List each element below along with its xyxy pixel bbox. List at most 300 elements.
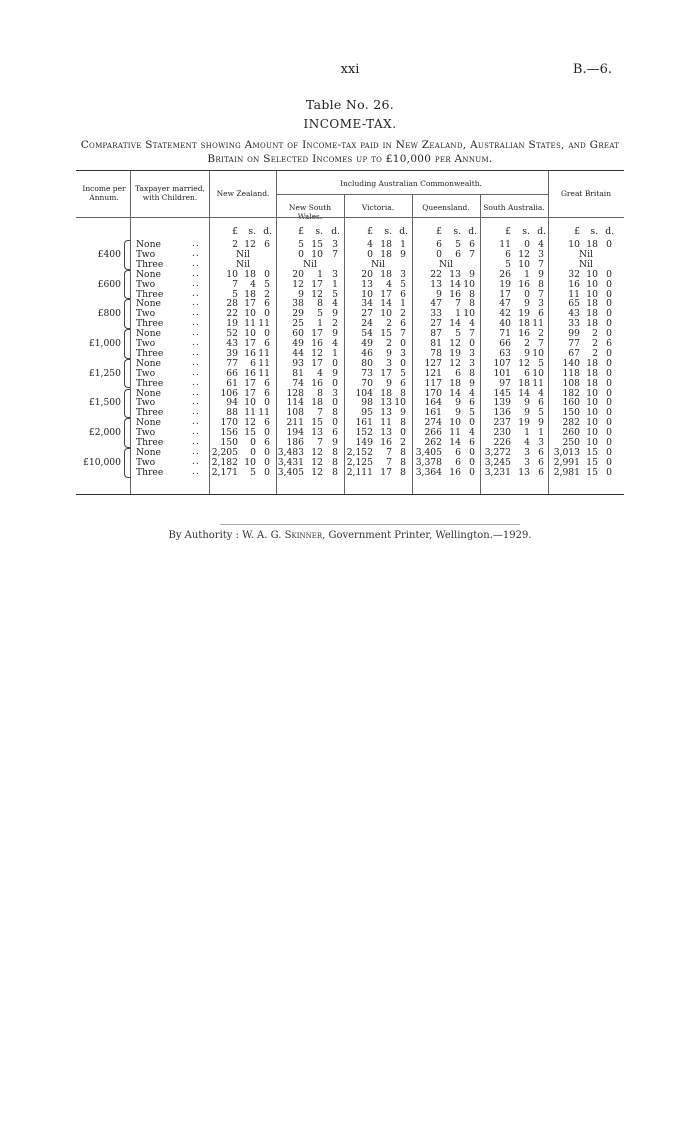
- cell-pence: 0: [606, 456, 612, 468]
- cell-shillings: 9: [524, 397, 530, 409]
- cell-pounds: 52: [226, 328, 238, 340]
- cell-pounds: 108: [286, 407, 304, 419]
- cell-pounds: 22: [430, 268, 442, 280]
- cell-pounds: 88: [226, 407, 238, 419]
- cell-pence: 6: [400, 288, 406, 300]
- cell-pence: 0: [264, 328, 270, 340]
- cell-pence: 6: [469, 437, 475, 448]
- cell-pence: 6: [264, 387, 270, 399]
- cell-shillings: 9: [455, 397, 461, 409]
- cell-pounds: 93: [292, 357, 304, 369]
- cell-pence: 3: [469, 357, 475, 369]
- cell-pence: 0: [606, 387, 612, 399]
- cell-pence: 7: [332, 248, 338, 260]
- cell-nil: Nil: [236, 248, 250, 260]
- cell-pence: 5: [264, 278, 270, 290]
- row-children-label: Three: [136, 288, 164, 300]
- cell-pounds: 3,405: [415, 446, 442, 458]
- cell-pence: 2: [538, 328, 544, 340]
- cell-pounds: 127: [424, 357, 442, 369]
- cell-shillings: 12: [518, 248, 530, 260]
- footer-prefix: By Authority : W. A. G.: [168, 530, 282, 541]
- cell-pence: 0: [606, 268, 612, 280]
- cell-pounds: 211: [286, 417, 304, 429]
- cell-shillings: 0: [524, 239, 530, 250]
- cell-pounds: 6: [436, 239, 442, 250]
- cell-pounds: 3,013: [553, 446, 580, 458]
- cell-pence: 0: [606, 347, 612, 359]
- cell-pence: 6: [264, 239, 270, 250]
- cell-shillings: 17: [244, 387, 256, 399]
- cell-pounds: 2: [232, 239, 238, 250]
- cell-pounds: 182: [562, 387, 580, 399]
- cell-pounds: 40: [499, 318, 511, 330]
- cell-pounds: 117: [424, 377, 442, 389]
- cell-pounds: 2,171: [211, 466, 238, 478]
- row-leader-dots: ..: [192, 347, 200, 358]
- cell-pence: 0: [606, 377, 612, 389]
- cell-pounds: 118: [562, 367, 580, 379]
- table-subject: INCOME-TAX.: [303, 117, 397, 131]
- cell-shillings: 11: [244, 318, 256, 330]
- cell-pence: 4: [332, 338, 338, 349]
- cell-shillings: 1: [455, 308, 461, 320]
- cell-pounds: 16: [568, 278, 580, 290]
- cell-pence: 0: [332, 417, 338, 429]
- row-children-label: Three: [136, 258, 164, 270]
- cell-pence: 0: [606, 466, 612, 478]
- cell-pounds: 161: [424, 407, 442, 419]
- row-leader-dots: ..: [192, 278, 200, 289]
- cell-pounds: 262: [424, 437, 442, 448]
- cell-shillings: 8: [317, 298, 323, 310]
- cell-pounds: 19: [499, 278, 511, 290]
- header-nsw: New South Wales.: [288, 203, 332, 221]
- cell-pounds: 22: [226, 308, 238, 320]
- cell-pence: 3: [469, 347, 475, 359]
- footer-suffix: , Government Printer, Wellington.—1929.: [322, 530, 532, 541]
- cell-pounds: 12: [292, 278, 304, 290]
- cell-shillings: 18: [244, 288, 256, 300]
- col-divider: [548, 171, 549, 494]
- unit-pounds: £: [436, 226, 442, 237]
- table-bottom-rule: [76, 494, 624, 495]
- cell-pence: 0: [332, 357, 338, 369]
- row-leader-dots: ..: [192, 437, 200, 447]
- cell-pence: 0: [400, 357, 406, 369]
- header-income: Income per Annum.: [82, 184, 126, 202]
- cell-pounds: 47: [430, 298, 442, 310]
- row-leader-dots: ..: [192, 446, 200, 457]
- unit-shillings: s.: [248, 226, 256, 237]
- cell-shillings: 18: [518, 377, 530, 389]
- cell-shillings: 18: [586, 357, 598, 369]
- unit-pounds: £: [505, 226, 511, 237]
- cell-pounds: 3,378: [415, 456, 442, 468]
- cell-shillings: 18: [380, 248, 392, 260]
- cell-shillings: 16: [244, 367, 256, 379]
- cell-pounds: 77: [568, 338, 580, 349]
- cell-pence: 0: [400, 427, 406, 439]
- cell-shillings: 18: [586, 308, 598, 320]
- cell-pence: 3: [538, 248, 544, 260]
- row-leader-dots: ..: [192, 288, 200, 299]
- cell-pence: 8: [469, 298, 475, 310]
- header-great-britain: Great Britain: [560, 189, 612, 198]
- row-children-label: Three: [136, 377, 164, 389]
- row-leader-dots: ..: [192, 298, 200, 309]
- cell-pence: 1: [332, 278, 338, 290]
- cell-shillings: 10: [586, 278, 598, 290]
- cell-pence: 9: [469, 268, 475, 280]
- cell-shillings: 19: [518, 308, 530, 320]
- cell-pence: 3: [538, 437, 544, 448]
- cell-pence: 9: [332, 308, 338, 320]
- cell-pence: 7: [469, 248, 475, 260]
- cell-pounds: 10: [568, 239, 580, 250]
- row-children-label: Two: [136, 427, 156, 439]
- header-bottom-rule: [76, 217, 624, 218]
- cell-pence: 5: [400, 367, 406, 379]
- cell-pence: 0: [264, 466, 270, 478]
- cell-pounds: 152: [355, 427, 373, 439]
- row-children-label: Two: [136, 248, 156, 260]
- income-brace: [124, 329, 130, 359]
- page-number: xxi: [340, 62, 360, 77]
- cell-pounds: 39: [226, 347, 238, 359]
- cell-shillings: 10: [586, 397, 598, 409]
- cell-shillings: 11: [380, 417, 392, 429]
- cell-shillings: 7: [317, 437, 323, 448]
- cell-shillings: 15: [380, 328, 392, 340]
- cell-shillings: 16: [518, 278, 530, 290]
- cell-pounds: 107: [493, 357, 511, 369]
- cell-pence: 3: [332, 268, 338, 280]
- cell-pounds: 20: [361, 268, 373, 280]
- cell-pounds: 121: [424, 367, 442, 379]
- cell-shillings: 6: [455, 248, 461, 260]
- cell-pence: 4: [469, 427, 475, 439]
- cell-shillings: 17: [380, 466, 392, 478]
- cell-pence: 10: [532, 367, 544, 379]
- cell-shillings: 17: [311, 278, 323, 290]
- cell-pounds: 128: [286, 387, 304, 399]
- cell-pence: 3: [332, 387, 338, 399]
- cell-pounds: 24: [361, 318, 373, 330]
- cell-pence: 0: [606, 397, 612, 409]
- unit-shillings: s.: [315, 226, 323, 237]
- cell-pence: 3: [400, 347, 406, 359]
- cell-shillings: 7: [455, 298, 461, 310]
- cell-shillings: 6: [455, 446, 461, 458]
- cell-shillings: 10: [449, 417, 461, 429]
- row-leader-dots: ..: [192, 387, 200, 398]
- row-children-label: None: [136, 417, 161, 429]
- row-children-label: None: [136, 268, 161, 280]
- row-leader-dots: ..: [192, 417, 200, 428]
- cell-pence: 11: [258, 407, 270, 419]
- cell-pounds: 2,182: [211, 456, 238, 468]
- row-children-label: Two: [136, 338, 156, 349]
- row-leader-dots: ..: [192, 407, 200, 418]
- cell-shillings: 3: [386, 357, 392, 369]
- header-australian-group: Including Australian Commonwealth.: [340, 179, 482, 188]
- row-children-label: None: [136, 328, 161, 340]
- cell-shillings: 9: [524, 407, 530, 419]
- income-label: £400: [97, 248, 121, 260]
- income-brace: [124, 240, 130, 270]
- cell-pence: 0: [606, 357, 612, 369]
- row-leader-dots: ..: [192, 456, 200, 467]
- cell-pence: 0: [606, 407, 612, 419]
- cell-pounds: 7: [232, 278, 238, 290]
- cell-pence: 8: [332, 407, 338, 419]
- row-children-label: Two: [136, 456, 156, 468]
- cell-shillings: 15: [586, 466, 598, 478]
- unit-shillings: s.: [453, 226, 461, 237]
- cell-pence: 9: [400, 407, 406, 419]
- cell-pence: 4: [538, 387, 544, 399]
- header-victoria: Victoria.: [361, 203, 395, 212]
- cell-pence: 0: [606, 417, 612, 429]
- cell-shillings: 11: [449, 427, 461, 439]
- cell-pounds: 145: [493, 387, 511, 399]
- document-code: B.—6.: [572, 62, 612, 77]
- cell-pounds: 6: [505, 248, 511, 260]
- cell-pence: 10: [463, 278, 475, 290]
- cell-pounds: 2,981: [553, 466, 580, 478]
- cell-pence: 0: [332, 397, 338, 409]
- cell-pounds: 38: [292, 298, 304, 310]
- cell-shillings: 7: [386, 456, 392, 468]
- cell-shillings: 16: [311, 377, 323, 389]
- cell-shillings: 12: [311, 347, 323, 359]
- cell-pence: 8: [538, 278, 544, 290]
- cell-pence: 2: [400, 437, 406, 448]
- cell-shillings: 19: [518, 417, 530, 429]
- income-brace: [124, 299, 130, 329]
- cell-shillings: 14: [380, 298, 392, 310]
- cell-pence: 0: [606, 308, 612, 320]
- cell-pence: 9: [332, 367, 338, 379]
- cell-shillings: 5: [317, 308, 323, 320]
- row-children-label: None: [136, 387, 161, 399]
- cell-pounds: 20: [292, 268, 304, 280]
- unit-pence: d.: [331, 226, 340, 237]
- cell-pence: 5: [538, 407, 544, 419]
- cell-shillings: 9: [386, 347, 392, 359]
- unit-pence: d.: [399, 226, 408, 237]
- income-label: £600: [97, 278, 121, 290]
- cell-shillings: 4: [524, 437, 530, 448]
- cell-pence: 7: [538, 258, 544, 270]
- cell-pounds: 2,125: [346, 456, 373, 468]
- cell-pounds: 49: [361, 338, 373, 349]
- cell-pounds: 97: [499, 377, 511, 389]
- cell-pounds: 60: [292, 328, 304, 340]
- cell-pounds: 164: [424, 397, 442, 409]
- cell-pence: 7: [469, 328, 475, 340]
- cell-shillings: 12: [244, 417, 256, 429]
- cell-pounds: 114: [286, 397, 304, 409]
- cell-pounds: 0: [367, 248, 373, 260]
- cell-shillings: 14: [449, 318, 461, 330]
- cell-shillings: 13: [380, 397, 392, 409]
- cell-shillings: 5: [455, 239, 461, 250]
- cell-shillings: 14: [518, 387, 530, 399]
- income-brace: [124, 389, 130, 419]
- cell-shillings: 2: [386, 318, 392, 330]
- cell-shillings: 17: [311, 328, 323, 340]
- cell-pounds: 10: [361, 288, 373, 300]
- cell-shillings: 16: [518, 328, 530, 340]
- unit-pounds: £: [574, 226, 580, 237]
- cell-pence: 8: [332, 466, 338, 478]
- cell-pounds: 3,405: [277, 466, 304, 478]
- cell-pounds: 194: [286, 427, 304, 439]
- cell-pounds: 49: [292, 338, 304, 349]
- income-label: £1,000: [88, 338, 121, 349]
- cell-pence: 6: [538, 466, 544, 478]
- cell-pounds: 67: [568, 347, 580, 359]
- row-children-label: None: [136, 239, 161, 250]
- row-leader-dots: ..: [192, 318, 200, 329]
- row-leader-dots: ..: [192, 268, 200, 279]
- cell-shillings: 2: [524, 338, 530, 349]
- cell-pence: 9: [400, 248, 406, 260]
- unit-pence: d.: [605, 226, 614, 237]
- cell-pounds: 104: [355, 387, 373, 399]
- cell-pence: 6: [538, 456, 544, 468]
- cell-pence: 6: [264, 417, 270, 429]
- row-children-label: Two: [136, 308, 156, 320]
- income-brace: [124, 359, 130, 389]
- table-top-rule: [76, 170, 624, 171]
- cell-shillings: 0: [524, 288, 530, 300]
- cell-shillings: 10: [311, 248, 323, 260]
- cell-shillings: 16: [449, 466, 461, 478]
- cell-pence: 8: [332, 456, 338, 468]
- cell-pounds: 98: [361, 397, 373, 409]
- row-leader-dots: ..: [192, 427, 200, 438]
- cell-pence: 0: [264, 427, 270, 439]
- cell-pence: 6: [264, 338, 270, 349]
- cell-pence: 0: [606, 288, 612, 300]
- cell-pence: 11: [532, 318, 544, 330]
- cell-pounds: 81: [292, 367, 304, 379]
- cell-pence: 10: [394, 397, 406, 409]
- row-leader-dots: ..: [192, 248, 200, 259]
- cell-pounds: 3,483: [277, 446, 304, 458]
- cell-pounds: 5: [505, 258, 511, 270]
- cell-shillings: 18: [586, 367, 598, 379]
- cell-shillings: 2: [386, 338, 392, 349]
- cell-pounds: 28: [226, 298, 238, 310]
- footer-authority: [0, 530, 700, 541]
- cell-shillings: 14: [449, 437, 461, 448]
- cell-pounds: 77: [226, 357, 238, 369]
- row-children-label: None: [136, 446, 161, 458]
- cell-shillings: 0: [250, 437, 256, 448]
- cell-shillings: 12: [449, 357, 461, 369]
- cell-shillings: 1: [524, 427, 530, 439]
- cell-pence: 6: [469, 397, 475, 409]
- cell-pounds: 11: [568, 288, 580, 300]
- row-leader-dots: ..: [192, 328, 200, 339]
- cell-pence: 2: [332, 318, 338, 330]
- cell-shillings: 9: [455, 407, 461, 419]
- cell-pence: 4: [469, 318, 475, 330]
- cell-pounds: 0: [436, 248, 442, 260]
- cell-shillings: 10: [586, 387, 598, 399]
- cell-nil: Nil: [371, 258, 385, 270]
- cell-pence: 6: [264, 298, 270, 310]
- cell-pence: 11: [258, 367, 270, 379]
- cell-pounds: 78: [430, 347, 442, 359]
- cell-pounds: 81: [430, 338, 442, 349]
- cell-shillings: 2: [592, 328, 598, 340]
- cell-pounds: 2,205: [211, 446, 238, 458]
- cell-pence: 6: [264, 377, 270, 389]
- cell-pounds: 161: [355, 417, 373, 429]
- cell-shillings: 10: [244, 397, 256, 409]
- cell-pence: 8: [332, 446, 338, 458]
- header-south-australia: South Australia.: [483, 203, 545, 212]
- cell-pounds: 61: [226, 377, 238, 389]
- cell-pence: 0: [332, 377, 338, 389]
- cell-pounds: 66: [499, 338, 511, 349]
- cell-shillings: 11: [244, 407, 256, 419]
- cell-pounds: 25: [292, 318, 304, 330]
- cell-shillings: 10: [586, 288, 598, 300]
- cell-pence: 0: [606, 318, 612, 330]
- cell-shillings: 15: [586, 446, 598, 458]
- footer-rule: [220, 524, 520, 525]
- cell-shillings: 15: [244, 427, 256, 439]
- cell-shillings: 12: [518, 357, 530, 369]
- cell-pounds: 94: [226, 397, 238, 409]
- cell-pence: 0: [264, 397, 270, 409]
- cell-pounds: 101: [493, 367, 511, 379]
- cell-pounds: 150: [220, 437, 238, 448]
- cell-pence: 4: [538, 239, 544, 250]
- cell-pounds: 74: [292, 377, 304, 389]
- cell-pounds: 2,991: [553, 456, 580, 468]
- cell-pence: 0: [264, 268, 270, 280]
- cell-pence: 4: [469, 387, 475, 399]
- cell-pence: 1: [538, 427, 544, 439]
- cell-pounds: 274: [424, 417, 442, 429]
- cell-shillings: 13: [380, 427, 392, 439]
- row-children-label: None: [136, 357, 161, 369]
- unit-shillings: s.: [384, 226, 392, 237]
- cell-shillings: 12: [311, 446, 323, 458]
- cell-shillings: 14: [449, 278, 461, 290]
- cell-pence: 9: [332, 437, 338, 448]
- cell-pence: 0: [606, 298, 612, 310]
- row-children-label: Three: [136, 466, 164, 478]
- cell-shillings: 10: [244, 308, 256, 320]
- cell-pounds: 5: [298, 239, 304, 250]
- cell-pence: 0: [469, 466, 475, 478]
- cell-pence: 0: [400, 338, 406, 349]
- footer-printer-name: Skinner: [284, 530, 323, 541]
- row-children-label: Two: [136, 278, 156, 290]
- cell-pounds: 10: [226, 268, 238, 280]
- cell-shillings: 16: [244, 347, 256, 359]
- cell-shillings: 12: [311, 466, 323, 478]
- cell-pounds: 63: [499, 347, 511, 359]
